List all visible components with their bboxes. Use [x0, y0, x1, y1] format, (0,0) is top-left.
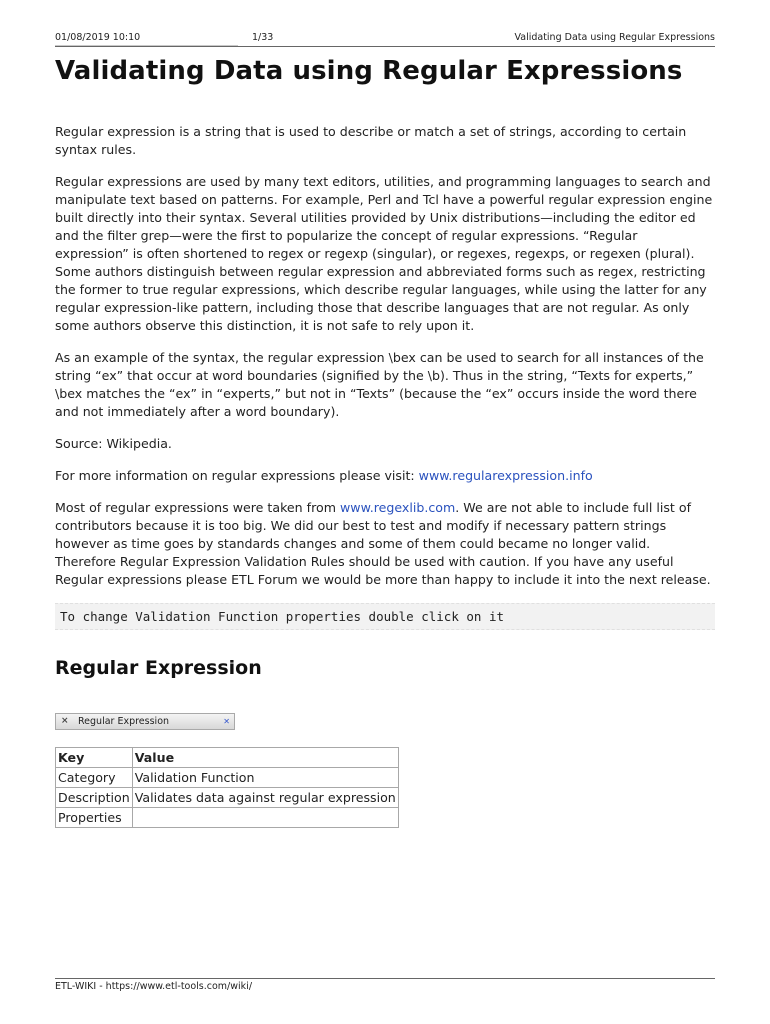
table-header-row	[56, 748, 399, 768]
paragraph-example: As an example of the syntax, the regular expression \bex can be used to search for all instances of the string “ex” that occur at word boundaries (signified by the \b). Thus in the string, “Texts for experts,” \bex matches the “ex” in “experts,” but not in “Texts” (because the “ex” occurs inside the word there and not immediately after a word boundary).	[55, 350, 704, 419]
properties-table	[55, 747, 399, 828]
table-row	[56, 788, 399, 808]
code-note: To change Validation Function properties double click on it	[55, 603, 715, 630]
table-row	[56, 808, 399, 828]
table-header-key: Key	[56, 748, 133, 768]
table-cell-key: Description	[56, 788, 133, 808]
section-title: Regular Expression	[55, 657, 262, 679]
regex-function-icon: ⨯	[61, 716, 69, 726]
paragraph-source: Source: Wikipedia.	[55, 436, 172, 451]
more-info-text: For more information on regular expressions please visit:	[55, 468, 419, 483]
credits-text-b: . We are not able to include full list of contributors because it is too big. We did our best to test and modify if necessary pattern strings however as time goes by standards changes and some of them could became no longer valid. Therefore Regular Expression Validation Rules should be used with caution. If you have any useful Regular expressions please ETL Forum we would be more than happy to include it into the next release.	[55, 500, 711, 587]
widget-label: Regular Expression	[78, 716, 170, 727]
paragraph-more-info	[55, 467, 715, 485]
page-title: Validating Data using Regular Expressions	[55, 56, 683, 86]
table-row	[56, 768, 399, 788]
credits-text-a: Most of regular expressions were taken from	[55, 500, 340, 515]
table-cell-value	[132, 808, 398, 828]
paragraph-intro: Regular expression is a string that is used to describe or match a set of strings, according to certain syntax rules.	[55, 124, 687, 157]
header-doc-title: Validating Data using Regular Expressions	[514, 32, 715, 43]
table-cell-key: Category	[56, 768, 133, 788]
header-page-number: 1/33	[252, 32, 274, 43]
table-cell-value: Validates data against regular expression	[132, 788, 398, 808]
table-cell-value: Validation Function	[132, 768, 398, 788]
main-content	[55, 123, 715, 828]
regex-function-widget[interactable]	[55, 713, 235, 730]
close-icon[interactable]: ✕	[223, 717, 230, 726]
regexlib-link[interactable]: www.regexlib.com	[339, 500, 456, 515]
page-footer: ETL-WIKI - https://www.etl-tools.com/wiki/	[55, 978, 715, 992]
document-page	[55, 0, 715, 1024]
table-header-value: Value	[132, 748, 398, 768]
paragraph-usage: Regular expressions are used by many text editors, utilities, and programming languages to search and manipulate text based on patterns. For example, Perl and Tcl have a powerful regular expression engine built directly into their syntax. Several utilities provided by Unix distributions—including the editor ed and the filter grep—were the first to popularize the concept of regular expressions. “Regular expression” is often shortened to regex or regexp (singular), or regexes, regexps, or regexen (plural). Some authors distinguish between regular expression and abbreviated forms such as regex, restricting the former to true regular expressions, which describe regular languages, while using the latter for any regular expression-like pattern, including those that describe languages that are not regular. As only some authors observe this distinction, it is not safe to rely upon it.	[55, 174, 713, 333]
paragraph-credits	[55, 499, 715, 589]
header-divider	[55, 45, 238, 46]
regularexpression-link[interactable]: www.regularexpression.info	[418, 468, 593, 483]
table-cell-key: Properties	[56, 808, 133, 828]
header-datetime: 01/08/2019 10:10	[55, 32, 141, 43]
page-header	[55, 32, 715, 47]
